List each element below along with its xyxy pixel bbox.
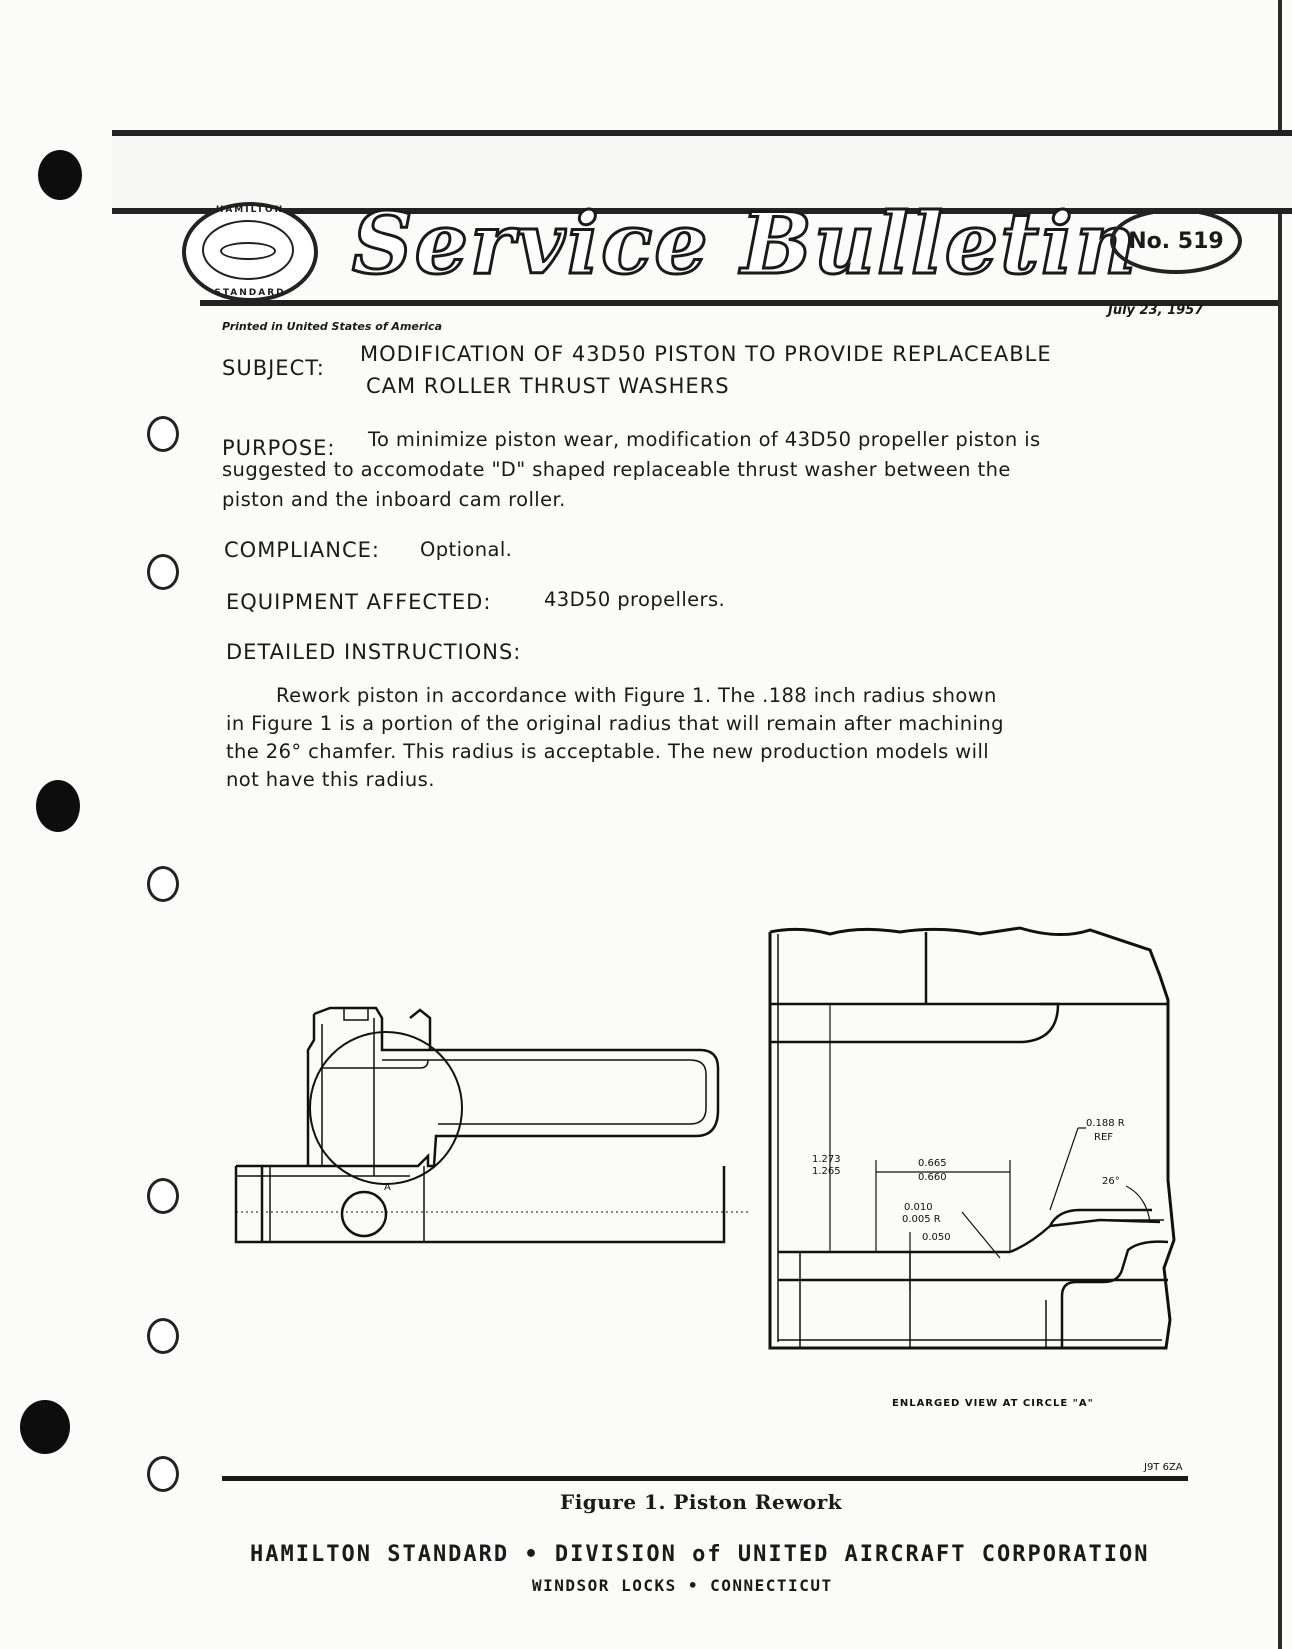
- printed-note: Printed in United States of America: [222, 320, 443, 333]
- bulletin-number: No. 519: [1110, 208, 1242, 274]
- dim-0010: 0.010: [904, 1202, 933, 1213]
- purpose-line-2: suggested to accomodate "D" shaped replaceable thrust washer between the: [222, 458, 1011, 481]
- dim-0050: 0.050: [922, 1232, 951, 1243]
- figure-rule: [222, 1476, 1188, 1481]
- dim-0665: 0.665: [918, 1158, 947, 1169]
- logo-top-text: HAMILTON: [215, 205, 285, 215]
- instructions-line-3: the 26° chamfer. This radius is acceptable. The new production models will: [226, 740, 990, 763]
- instructions-line-4: not have this radius.: [226, 768, 435, 791]
- subject-line-2: CAM ROLLER THRUST WASHERS: [366, 374, 730, 398]
- purpose-label: PURPOSE:: [222, 436, 336, 460]
- subject-label: SUBJECT:: [222, 356, 325, 380]
- subject-line-1: MODIFICATION OF 43D50 PISTON TO PROVIDE REPLACEABLE: [360, 342, 1052, 366]
- equipment-label: EQUIPMENT AFFECTED:: [226, 590, 492, 614]
- dim-1273: 1.273: [812, 1154, 841, 1165]
- dim-0188: 0.188 R: [1086, 1118, 1125, 1129]
- footer-company: HAMILTON STANDARD • DIVISION of UNITED AIRCRAFT CORPORATION: [250, 1542, 1150, 1567]
- circle-a-label: A: [384, 1182, 391, 1193]
- logo-bottom-text: STANDARD: [214, 288, 286, 298]
- dim-26-degrees: 26°: [1102, 1176, 1120, 1187]
- dim-ref: REF: [1094, 1132, 1114, 1143]
- compliance-label: COMPLIANCE:: [224, 538, 380, 562]
- instructions-line-2: in Figure 1 is a portion of the original radius that will remain after machining: [226, 712, 1004, 735]
- dim-1265: 1.265: [812, 1166, 841, 1177]
- dim-0005: 0.005 R: [902, 1214, 941, 1225]
- compliance-value: Optional.: [420, 538, 513, 561]
- enlarged-view-label: ENLARGED VIEW AT CIRCLE "A": [892, 1398, 1094, 1409]
- equipment-value: 43D50 propellers.: [544, 588, 726, 611]
- dim-0660: 0.660: [918, 1172, 947, 1183]
- footer-location: WINDSOR LOCKS • CONNECTICUT: [532, 1576, 833, 1595]
- drawing-code: J9T 6ZA: [1144, 1462, 1183, 1473]
- instructions-line-1: Rework piston in accordance with Figure 1. The .188 inch radius shown: [276, 684, 997, 707]
- purpose-line-1: To minimize piston wear, modification of 43D50 propeller piston is: [368, 428, 1041, 451]
- purpose-line-3: piston and the inboard cam roller.: [222, 488, 566, 511]
- instructions-label: DETAILED INSTRUCTIONS:: [226, 640, 522, 664]
- bulletin-title: Service Bulletin: [352, 194, 1139, 293]
- bulletin-date: July 23, 1957: [1108, 303, 1204, 318]
- figure-caption: Figure 1. Piston Rework: [560, 1490, 843, 1514]
